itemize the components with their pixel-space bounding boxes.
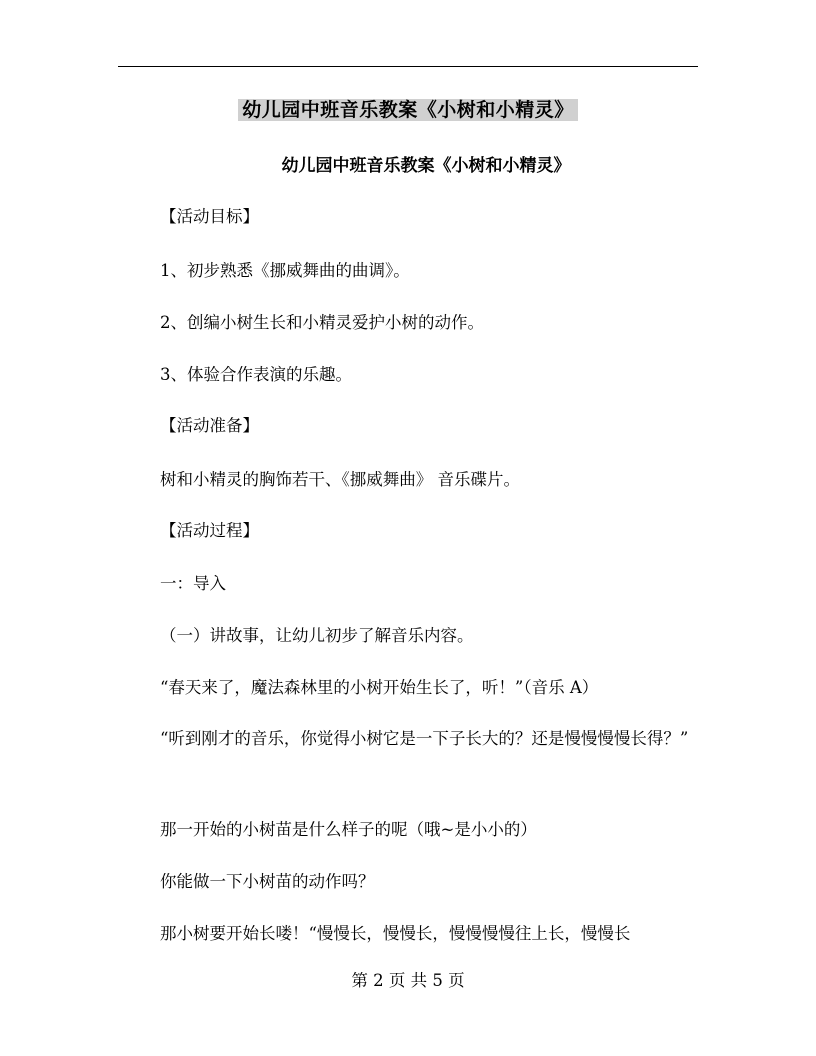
paragraph-grow: 那小树要开始长喽！“慢慢长，慢慢长，慢慢慢慢往上长，慢慢长 (160, 924, 631, 943)
paragraph-goal-3: 3、体验合作表演的乐趣。 (160, 365, 352, 384)
paragraph-preparation: 树和小精灵的胸饰若干、《挪威舞曲》 音乐碟片。 (160, 470, 520, 489)
paragraph-question-2: 你能做一下小树苗的动作吗？ (160, 872, 375, 891)
paragraph-quote-2: “听到刚才的音乐，你觉得小树它是一下子长大的？还是慢慢慢慢长得？” (160, 729, 689, 748)
page-footer (0, 970, 816, 992)
section-heading-process: 【活动过程】 (160, 521, 259, 540)
paragraph-goal-1: 1、初步熟悉《挪威舞曲的曲调》。 (160, 261, 410, 280)
header-rule (118, 66, 698, 67)
paragraph-quote-1: “春天来了，魔法森林里的小树开始生长了，听！”（音乐 A） (160, 678, 599, 697)
section-heading-preparation: 【活动准备】 (160, 416, 259, 435)
document-title (0, 97, 816, 123)
document-title-text: 幼儿园中班音乐教案《小树和小精灵》 (238, 99, 578, 121)
page-number-label: 第 2 页 共 5 页 (351, 971, 465, 990)
section-heading-goals: 【活动目标】 (160, 207, 259, 226)
paragraph-question-1: 那一开始的小树苗是什么样子的呢（哦~是小小的） (160, 820, 537, 839)
paragraph-step-1: 一：导入 (160, 574, 226, 593)
paragraph-goal-2: 2、创编小树生长和小精灵爱护小树的动作。 (160, 313, 484, 332)
document-subtitle: 幼儿园中班音乐教案《小树和小精灵》 (281, 156, 571, 176)
paragraph-step-1-1: （一）讲故事，让幼儿初步了解音乐内容。 (160, 626, 474, 645)
